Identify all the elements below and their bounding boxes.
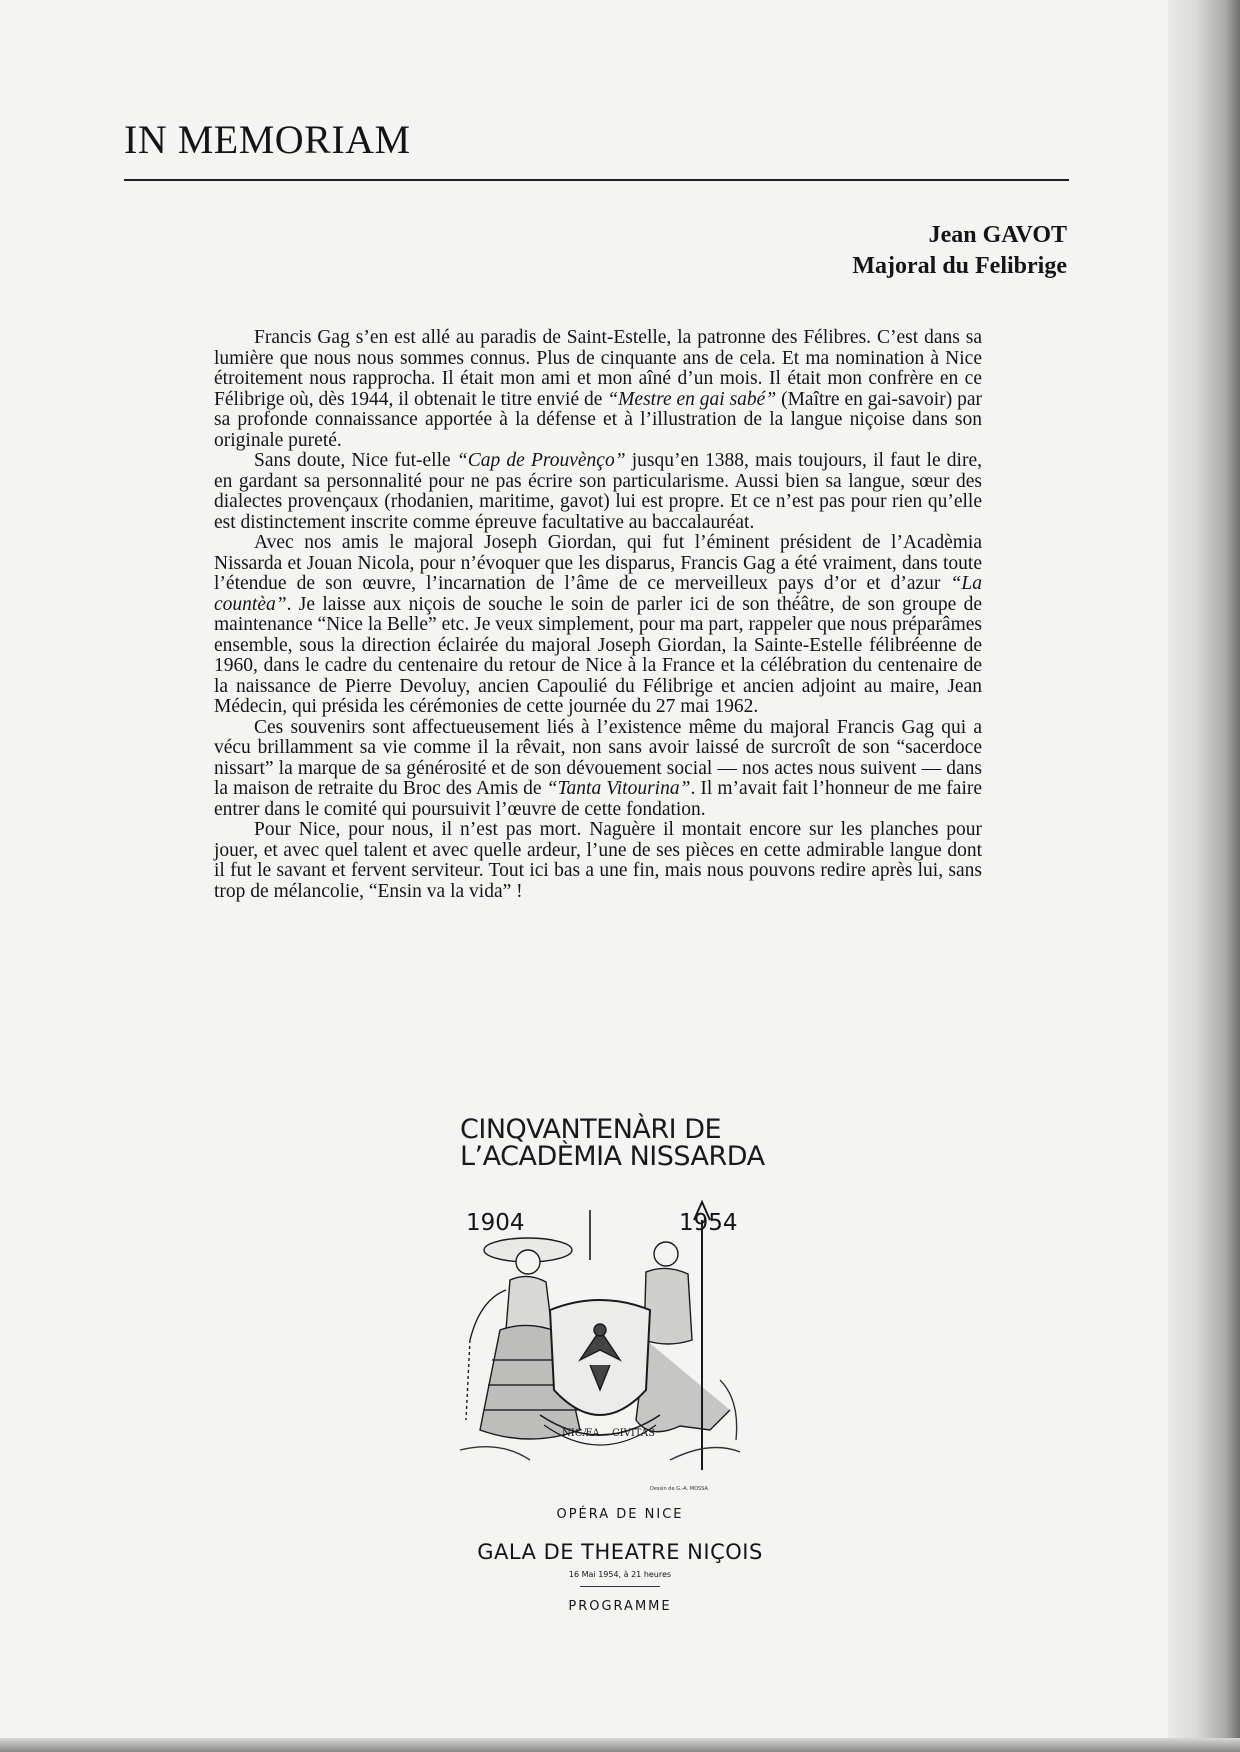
page-bottom-shadow bbox=[0, 1738, 1240, 1752]
paragraph bbox=[214, 533, 982, 718]
title-rule bbox=[124, 179, 1069, 181]
paragraph bbox=[214, 451, 982, 533]
text-run: Avec nos amis le majoral Joseph Giordan, qui fut l’éminent président de l’Acadèmia Nissarda et Jouan Nicola, pour n’évoquer que les disparus, Francis Gag a été vraiment, dans toute l’étendue de son œuvre, l’incarnation de l’âme de ce merveilleux pays d’or et d’azur bbox=[214, 532, 982, 594]
memorial-text bbox=[214, 328, 982, 902]
italic-phrase: “Cap de Prouvènço” bbox=[456, 450, 626, 471]
italic-phrase: “Tanta Vitourina” bbox=[546, 778, 691, 799]
author-block bbox=[852, 220, 1067, 282]
year-start: 1904 bbox=[466, 1210, 525, 1236]
venue: OPÉRA DE NICE bbox=[556, 1507, 684, 1522]
italic-phrase: “La countèa” bbox=[214, 573, 982, 615]
paragraph bbox=[214, 718, 982, 821]
text-run: Sans doute, Nice fut-elle bbox=[254, 450, 457, 471]
italic-phrase: “Mestre en gai sabé” bbox=[607, 388, 777, 410]
emblem-line-1: CINQVANTENÀRI DE bbox=[460, 1114, 722, 1145]
text-run: jusqu’en 1388, mais toujours, il faut le dire, en gardant sa personnalité pour ne pas écrire son particularisme. Aussi bien sa langue, sœur des dialectes provençaux (rhodanien, maritime, gavot) lui est propre. Et ce n’est pas pour rien qu’elle est distinctement inscrite comme épreuve facultative au baccalauréat. bbox=[214, 450, 982, 533]
emblem-title bbox=[460, 1116, 765, 1170]
gala-date: 16 Mai 1954, à 21 heures bbox=[568, 1570, 672, 1579]
text-run: . Il m’avait fait l’honneur de me faire entrer dans le comité qui poursuivit l’œuvre de cette fondation. bbox=[214, 778, 983, 820]
emblem-line-2: L’ACADÈMIA NISSARDA bbox=[460, 1141, 765, 1172]
text-run: Francis Gag s’en est allé au paradis de Saint-Estelle, la patronne des Félibres. C’est dans sa lumière que nous nous sommes connus. Plus de cinquante ans de cela. Et ma nomination à Nice étroitement nous rapprocha. Il était mon ami et mon aîné d’un mois. Il était mon confrère en ce Félibrige où, dès 1944, il obtenait le titre envié de bbox=[214, 327, 982, 410]
illustration-credit: Dessin de G.-A. MOSSA bbox=[650, 1486, 708, 1492]
programme-label: PROGRAMME bbox=[568, 1599, 672, 1614]
programme-rule bbox=[580, 1586, 660, 1587]
academy-emblem-illustration bbox=[440, 1190, 760, 1486]
page-edge-shadow bbox=[1168, 0, 1240, 1752]
author-name: Jean GAVOT bbox=[928, 222, 1067, 248]
author-title: Majoral du Felibrige bbox=[852, 253, 1067, 279]
gala-title: GALA DE THEATRE NIÇOIS bbox=[477, 1540, 763, 1564]
paragraph bbox=[214, 820, 982, 902]
text-run: . Je laisse aux niçois de souche le soin de parler ici de son théâtre, de son groupe de maintenance “Nice la Belle” etc. Je veux simplement, pour ma part, rappeler que nous préparâmes ensemble, sous la direction éclairée du majoral Joseph Giordan, la Sainte-Estelle félibréenne de 1960, dans le cadre du centenaire du retour de Nice à la France et la célébration du centenaire de la naissance de Pierre Devoluy, ancien Capoulié du Félibrige et ancien adjoint au maire, Jean Médecin, qui présida les cérémonies de cette journée du 27 mai 1962. bbox=[214, 593, 982, 717]
shield-motto-right: CIVITAS bbox=[612, 1428, 655, 1439]
text-run: Ces souvenirs sont affectueusement liés à l’existence même du majoral Francis Gag qui a vécu brillamment sa vie comme il la rêvait, non sans avoir laissé de surcroît de son “sacerdoce nissart” la marque de sa générosité et de son dévouement social — nos actes nous suivent — dans la maison de retraite du Broc des Amis de bbox=[214, 716, 982, 799]
text-run: Pour Nice, pour nous, il n’est pas mort. Naguère il montait encore sur les planches pour jouer, et avec quel talent et avec quelle ardeur, l’une de ses pièces en cette admirable langue dont il fut le savant et fervent serviteur. Tout ici bas a une fin, mais nous pouvons redire après lui, sans trop de mélancolie, “Ensin va la vida” ! bbox=[214, 819, 982, 902]
text-run: (Maître en gai-savoir) par sa profonde connaissance apportée à la défense et à l’illustration de la langue niçoise dans son originale pureté. bbox=[214, 388, 982, 451]
paragraph bbox=[214, 328, 982, 451]
year-end: 1954 bbox=[679, 1210, 738, 1236]
shield-motto-left: NICÆA bbox=[562, 1428, 600, 1439]
page-title: IN MEMORIAM bbox=[124, 117, 411, 162]
